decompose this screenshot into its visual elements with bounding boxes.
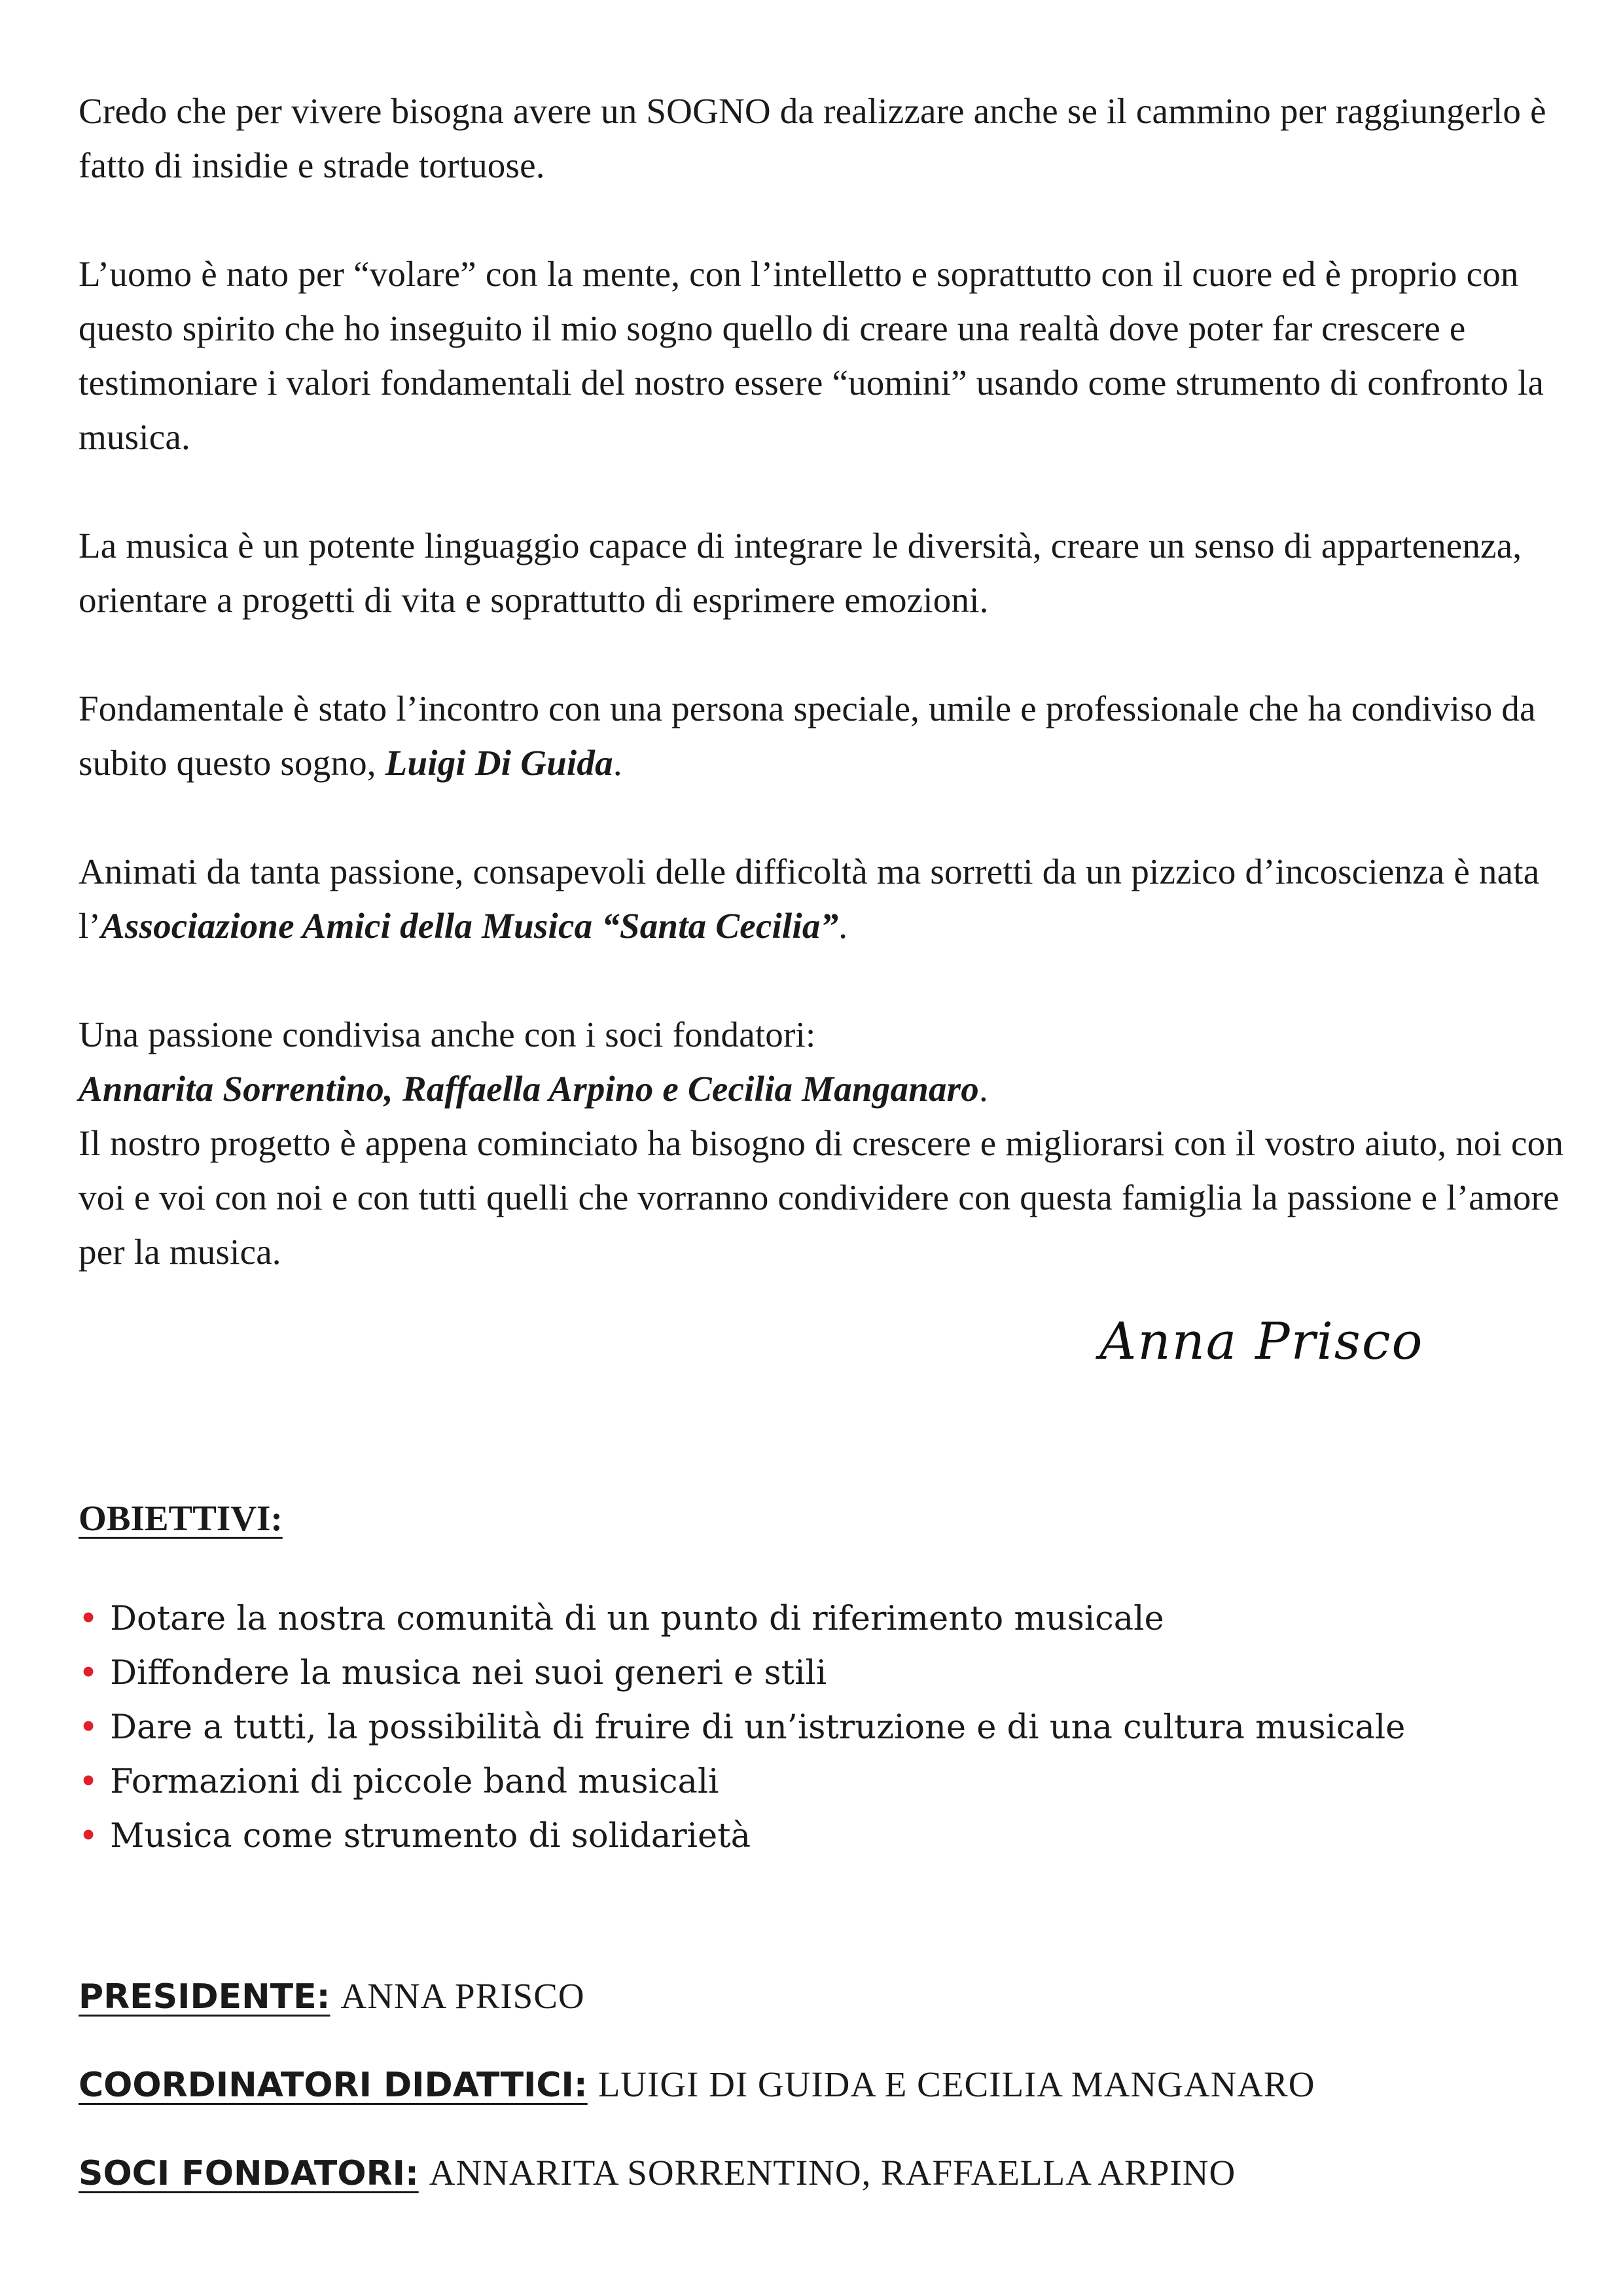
paragraph-text: Il nostro progetto è appena cominciato ha bisogno di crescere e migliorarsi con il vostro aiuto, noi con voi e voi con noi e con tutti quelli che vorranno condividere con questa famiglia la passione e l’amore per la musica. <box>79 1123 1564 1272</box>
person-name-luigi: Luigi Di Guida <box>385 743 613 783</box>
list-item-text: Diffondere la musica nei suoi generi e stili <box>110 1654 827 1693</box>
list-item <box>79 1700 1405 1755</box>
bullet-icon: • <box>79 1654 99 1693</box>
paragraph-line: Una passione condivisa anche con i soci fondatori: <box>79 1014 816 1054</box>
list-item-text: Dare a tutti, la possibilità di fruire di un’istruzione e di una cultura musicale <box>110 1708 1406 1747</box>
paragraph-sogno <box>79 84 1584 192</box>
punctuation: . <box>613 743 622 783</box>
role-president <box>79 1975 585 2017</box>
bullet-icon: • <box>79 1763 99 1801</box>
punctuation: . <box>838 906 848 946</box>
paragraph-volare <box>79 247 1584 464</box>
punctuation: . <box>978 1069 988 1109</box>
paragraph-text <box>79 681 1584 790</box>
paragraph-text <box>79 844 1584 953</box>
paragraph-incontro <box>79 681 1584 790</box>
list-item <box>79 1646 1405 1700</box>
list-item-text: Musica come strumento di solidarietà <box>110 1817 751 1856</box>
role-label: COORDINATORI DIDATTICI: <box>79 2066 588 2105</box>
paragraph-text: La musica è un potente linguaggio capace di integrare le diversità, creare un senso di appartenenza, orientare a progetti di vita e soprattutto di esprimere emozioni. <box>79 526 1522 620</box>
founder-names: Annarita Sorrentino, Raffaella Arpino e Cecilia Manganaro <box>79 1069 979 1109</box>
list-item <box>79 1592 1405 1646</box>
role-value: ANNA PRISCO <box>340 1976 585 2016</box>
paragraph-associazione <box>79 844 1584 953</box>
list-item-text: Formazioni di piccole band musicali <box>110 1763 719 1801</box>
role-value: ANNARITA SORRENTINO, RAFFAELLA ARPINO <box>429 2153 1236 2193</box>
bullet-icon: • <box>79 1708 99 1747</box>
role-value: LUIGI DI GUIDA E CECILIA MANGANARO <box>597 2064 1315 2104</box>
paragraph-text-part: Fondamentale è stato l’incontro con una persona speciale, umile e professionale che ha condiviso da subito questo sogno, <box>79 689 1536 783</box>
paragraph-text: Credo che per vivere bisogna avere un SOGNO da realizzare anche se il cammino per raggiungerlo è fatto di insidie e strade tortuose. <box>79 91 1546 185</box>
role-coordinators <box>79 2064 1315 2105</box>
paragraph-line <box>79 1062 1584 1116</box>
objectives-heading: OBIETTIVI: <box>79 1498 283 1538</box>
list-item <box>79 1755 1405 1809</box>
bullet-icon: • <box>79 1600 99 1638</box>
paragraph-text-part: Animati da tanta passione, consapevoli delle difficoltà ma sorretti da un pizzico d’incoscienza è nata l’ <box>79 852 1540 946</box>
bullet-icon: • <box>79 1817 99 1856</box>
role-label: SOCI FONDATORI: <box>79 2154 419 2193</box>
list-item-text: Dotare la nostra comunità di un punto di riferimento musicale <box>110 1600 1164 1638</box>
paragraph-soci <box>79 1007 1584 1279</box>
role-label: PRESIDENTE: <box>79 1977 330 2017</box>
paragraph-text: L’uomo è nato per “volare” con la mente, con l’intelletto e soprattutto con il cuore ed è proprio con questo spirito che ho inseguito il mio sogno quello di creare una realtà dove poter far crescere e testimoniare i valori fondamentali del nostro essere “uomini” usando come strumento di confronto la musica. <box>79 254 1544 457</box>
association-name: Associazione Amici della Musica “Santa Cecilia” <box>101 906 839 946</box>
paragraph-musica <box>79 518 1584 627</box>
signature: Anna Prisco <box>1099 1312 1424 1371</box>
role-founders <box>79 2152 1236 2193</box>
list-item <box>79 1809 1405 1863</box>
objectives-list <box>79 1592 1405 1863</box>
